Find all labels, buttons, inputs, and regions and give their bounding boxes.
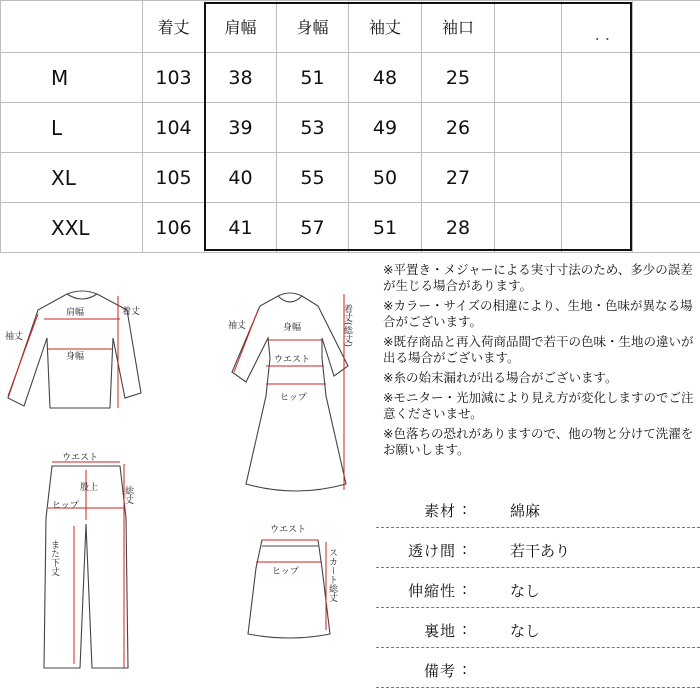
note-item: ※色落ちの恐れがありますので、他の物と分けて洗濯をお願いします。 [383,426,694,457]
spec-value: なし [510,622,541,640]
cell-sleeve: 51 [349,203,422,253]
spec-label: 透け間 [407,542,456,560]
top-sleeve-label: 袖丈 [5,332,24,342]
note-item: ※カラー・サイズの相違により、生地・色味が異なる場合がございます。 [383,298,693,329]
cell-chest: 51 [277,53,349,103]
cell-cuff: 27 [422,153,495,203]
top-chest-label: 身幅 [66,352,85,362]
dress-sleeve-line [234,310,258,372]
cell-shoulder: 40 [205,153,277,203]
cell-length: 104 [143,103,205,153]
cell-empty [495,103,562,153]
header-empty [633,1,700,53]
size-table-header [1,1,700,53]
cell-empty [495,53,562,103]
spec-colon: : [462,540,468,558]
table-row [1,53,700,103]
size-label: XL [1,153,143,203]
cell-length: 103 [143,53,205,103]
spec-colon: : [462,500,468,518]
skirt-waist-label: ウエスト [270,525,307,535]
dress-hip-label: ヒップ [280,393,307,403]
pants-diagram [44,452,134,668]
header-sleeve: 袖丈 [349,1,422,53]
top-neckline [67,294,97,299]
size-table [0,0,700,253]
table-row [1,153,700,203]
cell-shoulder: 41 [205,203,277,253]
measurement-diagrams [0,258,375,700]
header-empty [1,1,143,53]
table-row [1,203,700,253]
dress-chest-label: 身幅 [283,323,302,333]
top-shoulder-label: 肩幅 [66,308,85,318]
dress-waist-label: ウエスト [274,355,311,365]
cell-shoulder: 39 [205,103,277,153]
top-length-label: 着丈 [122,307,141,317]
cell-empty [495,153,562,203]
spec-value: なし [510,582,541,600]
cell-empty [633,53,700,103]
spec-label: 裏地 [423,622,456,640]
spec-row-lining [376,608,700,648]
cell-cuff: 25 [422,53,495,103]
table-row [1,103,700,153]
spec-value: 綿麻 [510,502,541,520]
header-chest: 身幅 [277,1,349,53]
cell-length: 105 [143,153,205,203]
cell-empty [562,53,633,103]
cell-empty [562,103,633,153]
spec-row-sheerness [376,528,700,568]
skirt-length-label: スカート総丈 [327,548,337,602]
note-item: ※糸の始末漏れが出る場合がございます。 [383,370,618,385]
cell-sleeve: 49 [349,103,422,153]
spec-value: 若干あり [510,542,571,560]
header-cuff: 袖口 [422,1,495,53]
cell-empty [633,153,700,203]
cell-empty [495,203,562,253]
dress-length-label: 着丈(総丈) [342,304,352,348]
spec-row-material [376,488,700,528]
top-sleeve-line [8,314,38,396]
header-shoulder: 肩幅 [205,1,277,53]
note-item: ※既存商品と再入荷商品間で若干の色味・生地の違いが出る場合がございます。 [383,334,694,365]
spec-colon: : [462,620,468,638]
pants-total-label: 総丈 [123,486,133,504]
spec-label: 備考 [423,662,456,680]
skirt-hip-label: ヒップ [272,567,299,577]
spec-list [376,488,700,688]
cell-empty [633,203,700,253]
stray-mark: . . [562,1,633,53]
spec-row-remarks [376,648,700,688]
cell-empty [633,103,700,153]
cell-cuff: 26 [422,103,495,153]
cell-sleeve: 50 [349,153,422,203]
size-label: M [1,53,143,103]
note-item: ※モニター・光加減により見え方が変化しますのでご注意くださいませ。 [383,390,694,421]
cell-empty [562,203,633,253]
top-diagram [5,291,141,408]
spec-colon: : [462,580,468,598]
spec-row-stretch [376,568,700,608]
cell-chest: 53 [277,103,349,153]
notes-list [383,262,700,462]
size-label: L [1,103,143,153]
header-length: 着丈 [143,1,205,53]
cell-shoulder: 38 [205,53,277,103]
pants-hip-label: ヒップ [52,501,79,511]
dress-sleeve-label: 袖丈 [228,321,247,331]
note-item: ※平置き・メジャーによる実寸寸法のため、多少の誤差が生じる場合があります。 [383,262,693,293]
dress-neckline [278,296,302,302]
cell-sleeve: 48 [349,53,422,103]
cell-empty [562,153,633,203]
cell-chest: 55 [277,153,349,203]
spec-colon: : [462,660,468,678]
skirt-diagram [248,524,338,638]
spec-label: 伸縮性 [407,582,456,600]
cell-length: 106 [143,203,205,253]
pants-waist-label: ウエスト [62,453,99,463]
pants-rise-label: 股上 [80,483,99,493]
dress-diagram [228,293,353,491]
skirt-outline [248,540,330,638]
header-empty [495,1,562,53]
spec-label: 素材 [423,502,456,520]
cell-cuff: 28 [422,203,495,253]
size-label: XXL [1,203,143,253]
cell-chest: 57 [277,203,349,253]
pants-inseam-label: また下丈 [49,540,59,576]
